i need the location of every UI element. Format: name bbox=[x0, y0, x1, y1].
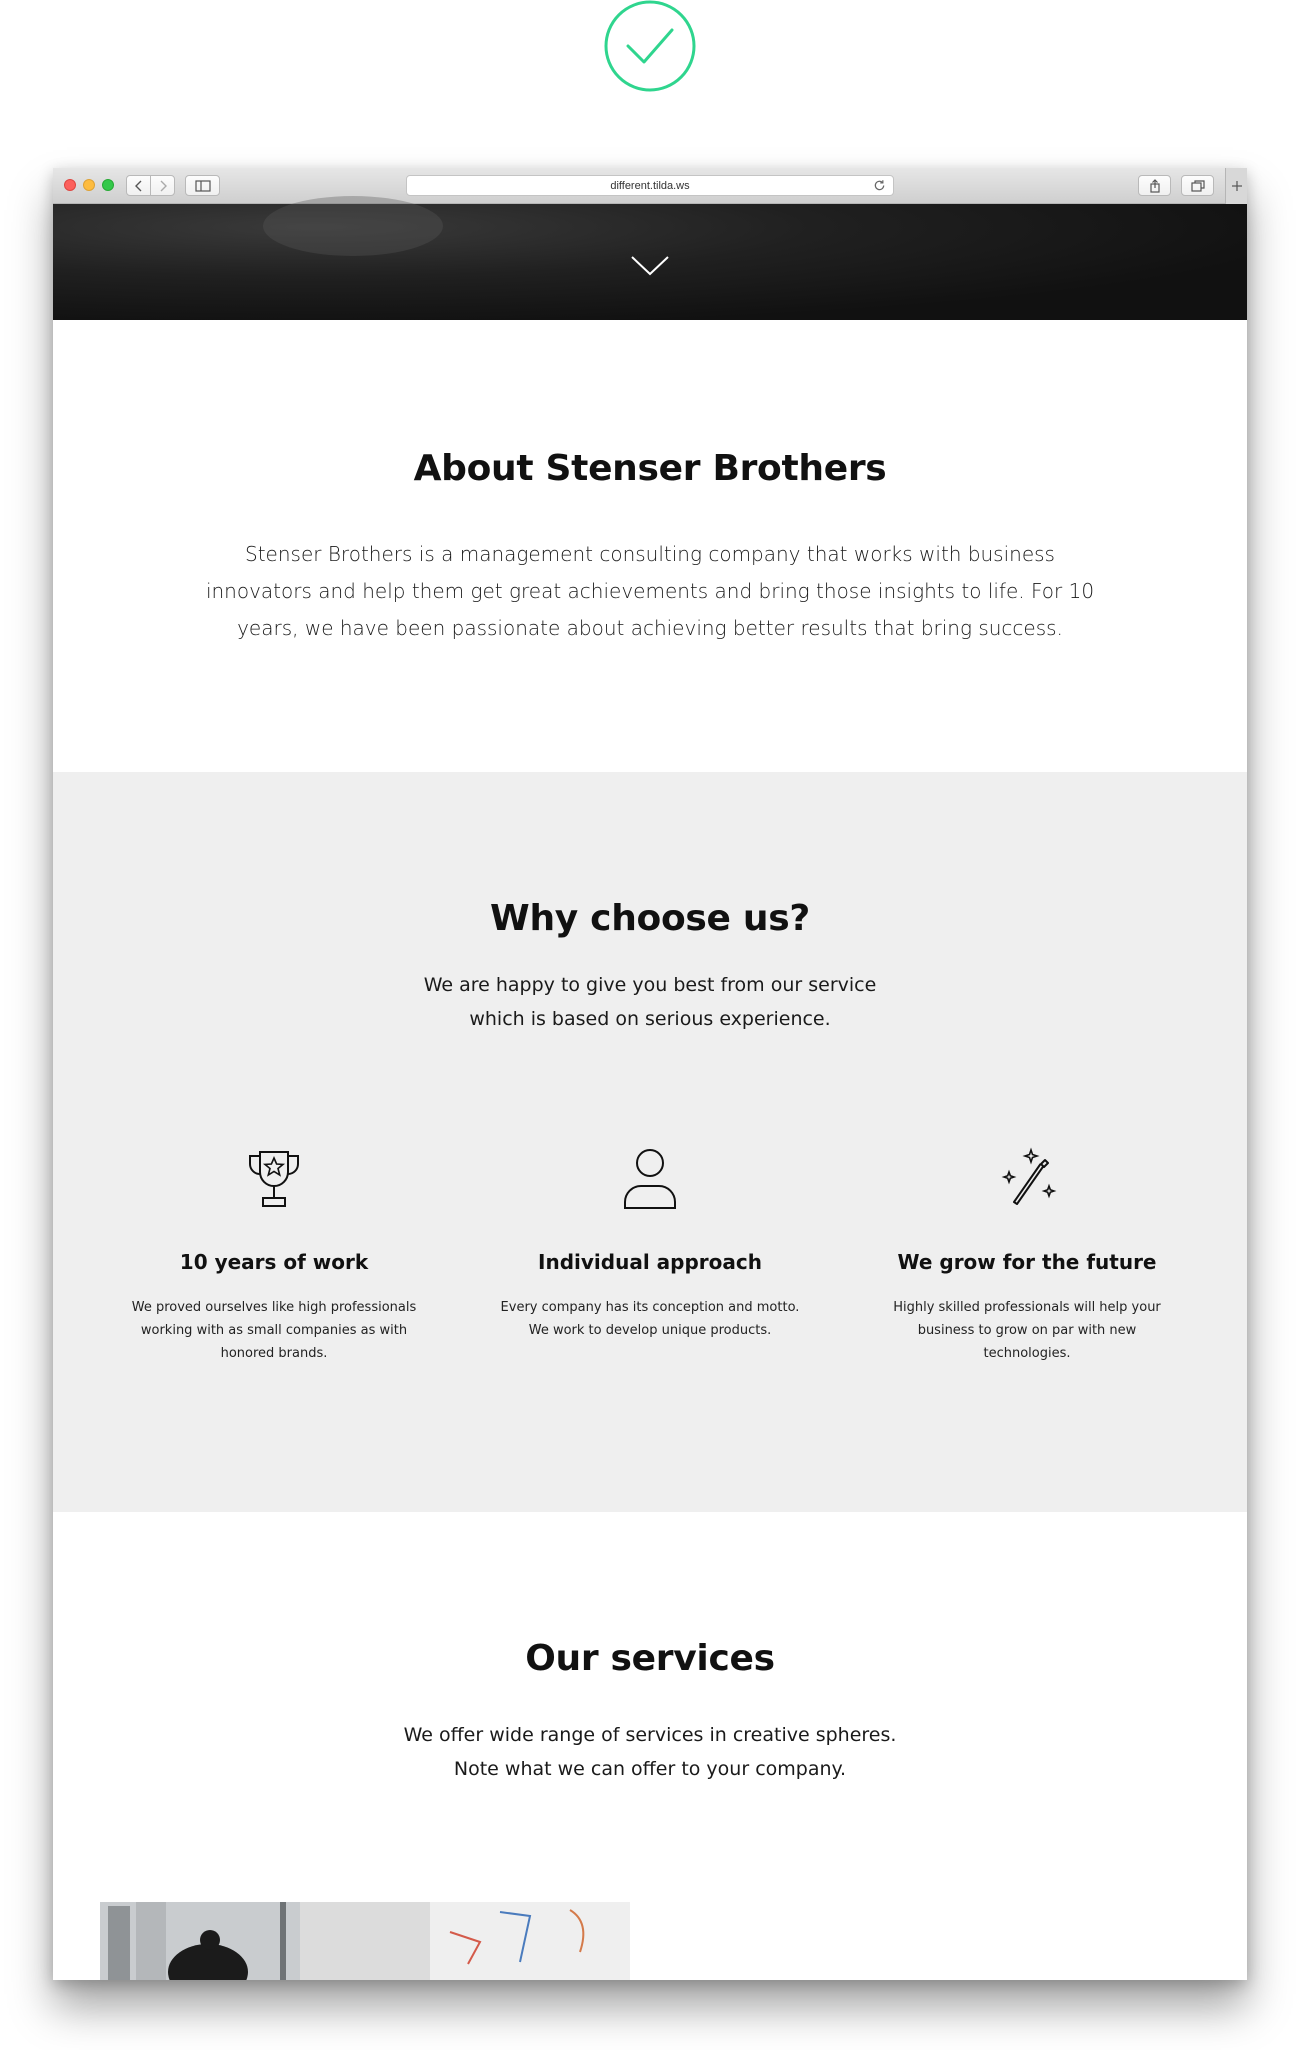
feature-title: 10 years of work bbox=[179, 1250, 369, 1274]
feature-text: Every company has its conception and motto. We work to develop unique products. bbox=[500, 1300, 800, 1338]
why-description: We are happy to give you best from our service which is based on serious experience. bbox=[423, 974, 877, 1030]
sidebar-toggle-button[interactable] bbox=[185, 175, 220, 196]
feature-title: We grow for the future bbox=[897, 1250, 1157, 1274]
maximize-window-button[interactable] bbox=[102, 179, 114, 191]
feature-title: Individual approach bbox=[538, 1250, 762, 1274]
about-section bbox=[53, 320, 1247, 772]
show-tabs-button[interactable] bbox=[1181, 175, 1214, 196]
magic-wand-icon bbox=[997, 1146, 1057, 1212]
web-page bbox=[53, 204, 1247, 1980]
address-bar[interactable] bbox=[406, 175, 894, 196]
share-button[interactable] bbox=[1138, 175, 1171, 196]
trophy-icon bbox=[244, 1146, 304, 1212]
feature-text: We proved ourselves like high professionals working with as small companies as with honored brands. bbox=[131, 1300, 417, 1361]
hero-background-image bbox=[263, 196, 443, 256]
chevron-right-icon bbox=[158, 180, 168, 192]
why-choose-us-section bbox=[53, 772, 1247, 1512]
back-button[interactable] bbox=[126, 175, 151, 196]
feature-text: Highly skilled professionals will help your business to grow on par with new technologies. bbox=[893, 1300, 1161, 1361]
reload-icon[interactable] bbox=[873, 179, 886, 192]
sidebar-icon bbox=[195, 180, 211, 192]
services-section bbox=[53, 1512, 1247, 1980]
feature-card bbox=[877, 1146, 1177, 1365]
browser-window bbox=[53, 168, 1247, 1980]
hero-banner bbox=[53, 204, 1247, 320]
scroll-down-arrow-icon[interactable] bbox=[630, 254, 670, 278]
office-photo-icon bbox=[100, 1902, 630, 1980]
success-check-icon bbox=[604, 0, 696, 92]
tabs-icon bbox=[1191, 180, 1205, 192]
feature-card bbox=[500, 1146, 800, 1342]
minimize-window-button[interactable] bbox=[83, 179, 95, 191]
plus-icon bbox=[1231, 180, 1243, 192]
user-icon bbox=[620, 1146, 680, 1212]
services-title: Our services bbox=[525, 1638, 775, 1679]
chevron-left-icon bbox=[134, 180, 144, 192]
close-window-button[interactable] bbox=[64, 179, 76, 191]
about-title: About Stenser Brothers bbox=[413, 448, 887, 489]
browser-toolbar bbox=[53, 168, 1247, 204]
new-tab-button[interactable] bbox=[1225, 168, 1247, 204]
services-description: We offer wide range of services in creative spheres. Note what we can offer to your company. bbox=[403, 1724, 897, 1780]
forward-button[interactable] bbox=[150, 175, 175, 196]
feature-card bbox=[124, 1146, 424, 1365]
why-title: Why choose us? bbox=[490, 898, 810, 939]
service-photo[interactable] bbox=[100, 1902, 630, 1980]
about-text: Stenser Brothers is a management consulting company that works with business innovators and help them get great achievements and bring those insights to life. For 10 years, we have been passionate about achieving better results that bring success. bbox=[205, 542, 1095, 640]
url-text: different.tilda.ws bbox=[610, 179, 690, 192]
share-icon bbox=[1149, 179, 1161, 193]
